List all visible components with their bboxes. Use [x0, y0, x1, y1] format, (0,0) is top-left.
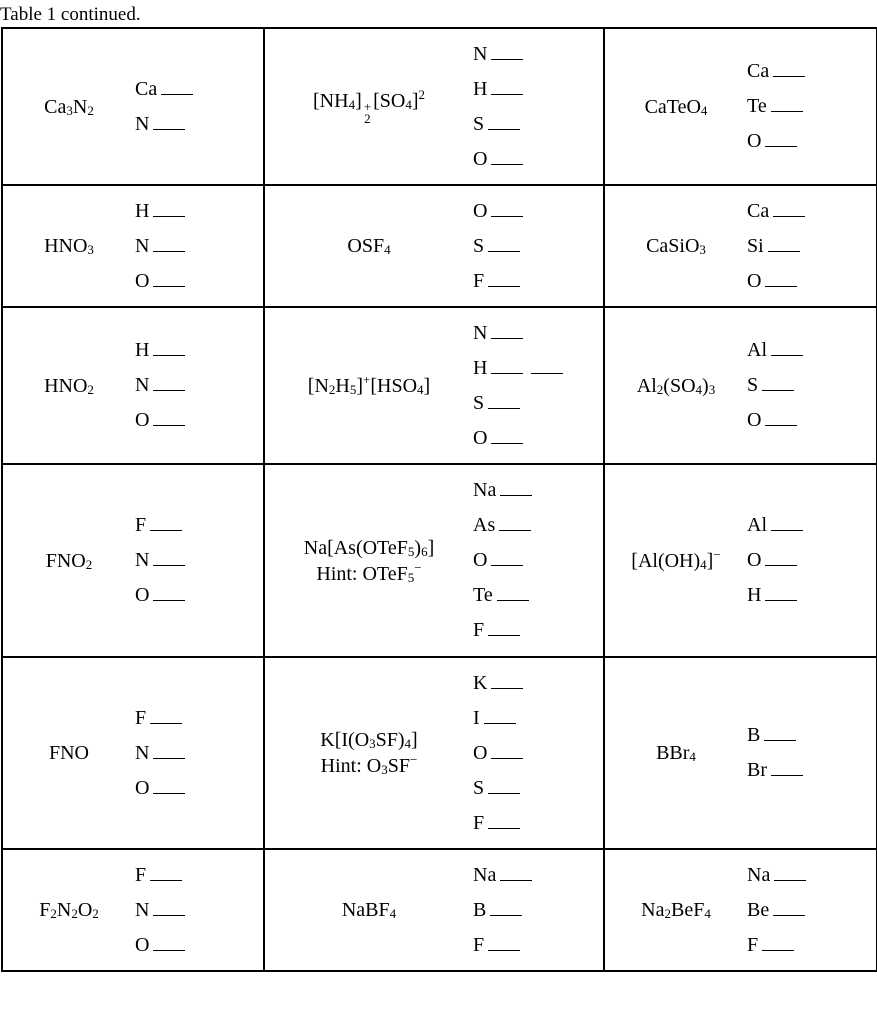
- compound-cell: [264, 185, 604, 307]
- compound-formula: $HNO_3$: [44, 235, 94, 257]
- answer-blank[interactable]: [771, 355, 803, 356]
- answer-blank[interactable]: [153, 600, 185, 601]
- answer-blank[interactable]: [500, 495, 532, 496]
- compound-formula: $[NH_4]$ + 2 $[SO_4]^2$: [313, 87, 425, 126]
- answer-blank[interactable]: [771, 111, 803, 112]
- element-entry: F: [473, 928, 532, 963]
- answer-blank[interactable]: [773, 76, 805, 77]
- element-entry: N: [135, 543, 185, 578]
- element-entry: Na: [473, 858, 532, 893]
- element-entry: K: [473, 666, 523, 701]
- table-caption: Table 1 continued.: [0, 4, 141, 25]
- answer-blank[interactable]: [161, 94, 193, 95]
- answer-blank[interactable]: [771, 775, 803, 776]
- answer-blank[interactable]: [153, 793, 185, 794]
- answer-blank[interactable]: [488, 251, 520, 252]
- answer-blank[interactable]: [531, 373, 563, 374]
- element-entry: S: [473, 771, 523, 806]
- element-entry: O: [473, 142, 523, 177]
- compound-formula: $HNO_2$: [44, 374, 94, 397]
- compound-formula: FNO: [48, 742, 89, 764]
- answer-blank[interactable]: [491, 59, 523, 60]
- compound-cell: [604, 307, 877, 464]
- table-row: [2, 464, 877, 657]
- answer-blank[interactable]: [488, 828, 520, 829]
- answer-blank[interactable]: [491, 216, 523, 217]
- element-entry: O: [135, 928, 185, 963]
- element-entry: S: [747, 368, 803, 403]
- element-entry: O: [135, 264, 185, 299]
- answer-blank[interactable]: [484, 723, 516, 724]
- answer-blank[interactable]: [765, 600, 797, 601]
- answer-blank[interactable]: [153, 216, 185, 217]
- compound-cell: [2, 849, 264, 971]
- compound-formula: NaBF$_4$: [341, 899, 397, 921]
- answer-blank[interactable]: [491, 373, 523, 374]
- answer-blank[interactable]: [488, 408, 520, 409]
- element-entry: O: [473, 194, 523, 229]
- answer-blank[interactable]: [499, 530, 531, 531]
- compound-cell: [264, 464, 604, 657]
- table-row: [2, 657, 877, 849]
- element-entry: O: [747, 403, 803, 438]
- element-entry: O: [135, 403, 185, 438]
- compound-formula: $Al_2(SO_4)_3$: [636, 374, 716, 397]
- element-entry: N: [135, 107, 193, 142]
- element-entry: Br: [747, 753, 803, 788]
- compound-formula: BBr$_4$: [656, 742, 696, 764]
- element-entry: H: [135, 333, 185, 368]
- answer-blank[interactable]: [153, 355, 185, 356]
- element-entry: Be: [747, 893, 806, 928]
- answer-blank[interactable]: [765, 425, 797, 426]
- answer-blank[interactable]: [153, 390, 185, 391]
- compound-cell: [264, 849, 604, 971]
- element-entry: O: [135, 771, 185, 806]
- answer-blank[interactable]: [153, 758, 185, 759]
- answer-blank[interactable]: [150, 530, 182, 531]
- compound-formula: $Na[As(OTeF_5)_6]$ Hint: OTeF$_5$−: [265, 535, 473, 587]
- answer-blank[interactable]: [500, 880, 532, 881]
- element-entry: F: [135, 701, 185, 736]
- element-entry: B: [473, 893, 532, 928]
- answer-blank[interactable]: [153, 950, 185, 951]
- compound-cell: [264, 28, 604, 185]
- compound-cell: [604, 464, 877, 657]
- answer-blank[interactable]: [153, 129, 185, 130]
- compound-formula: CaSiO$_3$: [646, 235, 706, 257]
- element-entry: N: [473, 316, 563, 351]
- element-entry: O: [747, 543, 803, 578]
- compound-formula: $[N_2H_5]^+[HSO_4]$: [307, 371, 431, 397]
- table-row: [2, 849, 877, 971]
- compound-cell: [2, 185, 264, 307]
- compound-cell: [264, 657, 604, 849]
- element-entry: Na: [747, 858, 806, 893]
- compound-formula: $FNO_2$: [45, 549, 93, 572]
- element-entry: S: [473, 107, 523, 142]
- compound-cell: [264, 307, 604, 464]
- answer-blank[interactable]: [491, 688, 523, 689]
- element-entry: N: [135, 368, 185, 403]
- compound-formula: $OSF_4$: [347, 235, 391, 257]
- element-entry: S: [473, 386, 563, 421]
- answer-blank[interactable]: [771, 530, 803, 531]
- answer-blank[interactable]: [764, 740, 796, 741]
- element-entry: F: [135, 508, 185, 543]
- answer-blank[interactable]: [150, 880, 182, 881]
- element-entry: Ca: [135, 72, 193, 107]
- answer-blank[interactable]: [491, 94, 523, 95]
- compound-cell: [604, 849, 877, 971]
- answer-blank[interactable]: [491, 565, 523, 566]
- element-entry: H: [747, 578, 803, 613]
- element-entry: Ca: [747, 194, 805, 229]
- answer-blank[interactable]: [488, 286, 520, 287]
- element-entry: N: [473, 37, 523, 72]
- formula-table: [1, 27, 877, 972]
- element-entry: O: [473, 543, 532, 578]
- element-entry: N: [135, 893, 185, 928]
- element-entry: O: [135, 578, 185, 613]
- formula-hint: Hint: $O_3SF^-$: [320, 752, 418, 777]
- element-entry: Te: [473, 578, 532, 613]
- element-entry: F: [473, 264, 523, 299]
- answer-blank[interactable]: [762, 950, 794, 951]
- compound-cell: [2, 307, 264, 464]
- answer-blank[interactable]: [153, 915, 185, 916]
- answer-blank[interactable]: [488, 950, 520, 951]
- element-entry: F: [135, 858, 185, 893]
- compound-formula: $K[I(O_3SF)_4]$ Hint: $O_3SF^-$: [265, 727, 473, 779]
- answer-blank[interactable]: [491, 443, 523, 444]
- element-entry: F: [473, 806, 523, 841]
- answer-blank[interactable]: [488, 635, 520, 636]
- compound-formula: $F_2N_2O_2$: [39, 899, 99, 921]
- compound-formula: $Na_2BeF_4$: [641, 899, 711, 921]
- compound-cell: [604, 657, 877, 849]
- element-entry: O: [747, 264, 805, 299]
- answer-blank[interactable]: [488, 129, 520, 130]
- element-entry: F: [473, 613, 532, 648]
- answer-blank[interactable]: [768, 251, 800, 252]
- element-entry: O: [473, 736, 523, 771]
- element-entry: I: [473, 701, 523, 736]
- element-entry: Al: [747, 508, 803, 543]
- table-row: [2, 28, 877, 185]
- answer-blank[interactable]: [153, 251, 185, 252]
- table-row: [2, 185, 877, 307]
- element-entry: N: [135, 736, 185, 771]
- formula-hint: Hint: OTeF$_5$−: [316, 559, 422, 585]
- element-entry: S: [473, 229, 523, 264]
- element-entry: F: [747, 928, 806, 963]
- answer-blank[interactable]: [491, 164, 523, 165]
- element-entry: H: [473, 72, 523, 107]
- element-entry: O: [747, 124, 805, 159]
- element-entry: Na: [473, 473, 532, 508]
- answer-blank[interactable]: [490, 915, 522, 916]
- element-entry: H: [135, 194, 185, 229]
- answer-blank[interactable]: [765, 565, 797, 566]
- answer-blank[interactable]: [773, 915, 805, 916]
- element-entry: N: [135, 229, 185, 264]
- answer-blank[interactable]: [773, 216, 805, 217]
- answer-blank[interactable]: [765, 146, 797, 147]
- answer-blank[interactable]: [488, 793, 520, 794]
- element-entry: Al: [747, 333, 803, 368]
- answer-blank[interactable]: [491, 338, 523, 339]
- compound-cell: [2, 657, 264, 849]
- answer-blank[interactable]: [497, 600, 529, 601]
- compound-cell: [604, 185, 877, 307]
- element-entry: H: [473, 351, 563, 386]
- answer-blank[interactable]: [153, 565, 185, 566]
- answer-blank[interactable]: [765, 286, 797, 287]
- compound-cell: [604, 28, 877, 185]
- answer-blank[interactable]: [491, 758, 523, 759]
- compound-formula: $[Al(OH)_4]^-$: [631, 546, 721, 572]
- answer-blank[interactable]: [762, 390, 794, 391]
- answer-blank[interactable]: [153, 425, 185, 426]
- compound-formula: CaTeO$_4$: [644, 95, 708, 118]
- element-entry: Te: [747, 89, 805, 124]
- answer-blank[interactable]: [774, 880, 806, 881]
- element-entry: As: [473, 508, 532, 543]
- answer-blank[interactable]: [153, 286, 185, 287]
- element-entry: Ca: [747, 54, 805, 89]
- element-entry: B: [747, 718, 803, 753]
- compound-cell: [2, 464, 264, 657]
- compound-cell: [2, 28, 264, 185]
- table-row: [2, 307, 877, 464]
- compound-formula: $Ca_3N_2$: [44, 95, 94, 118]
- answer-blank[interactable]: [150, 723, 182, 724]
- element-entry: Si: [747, 229, 805, 264]
- element-entry: O: [473, 421, 563, 456]
